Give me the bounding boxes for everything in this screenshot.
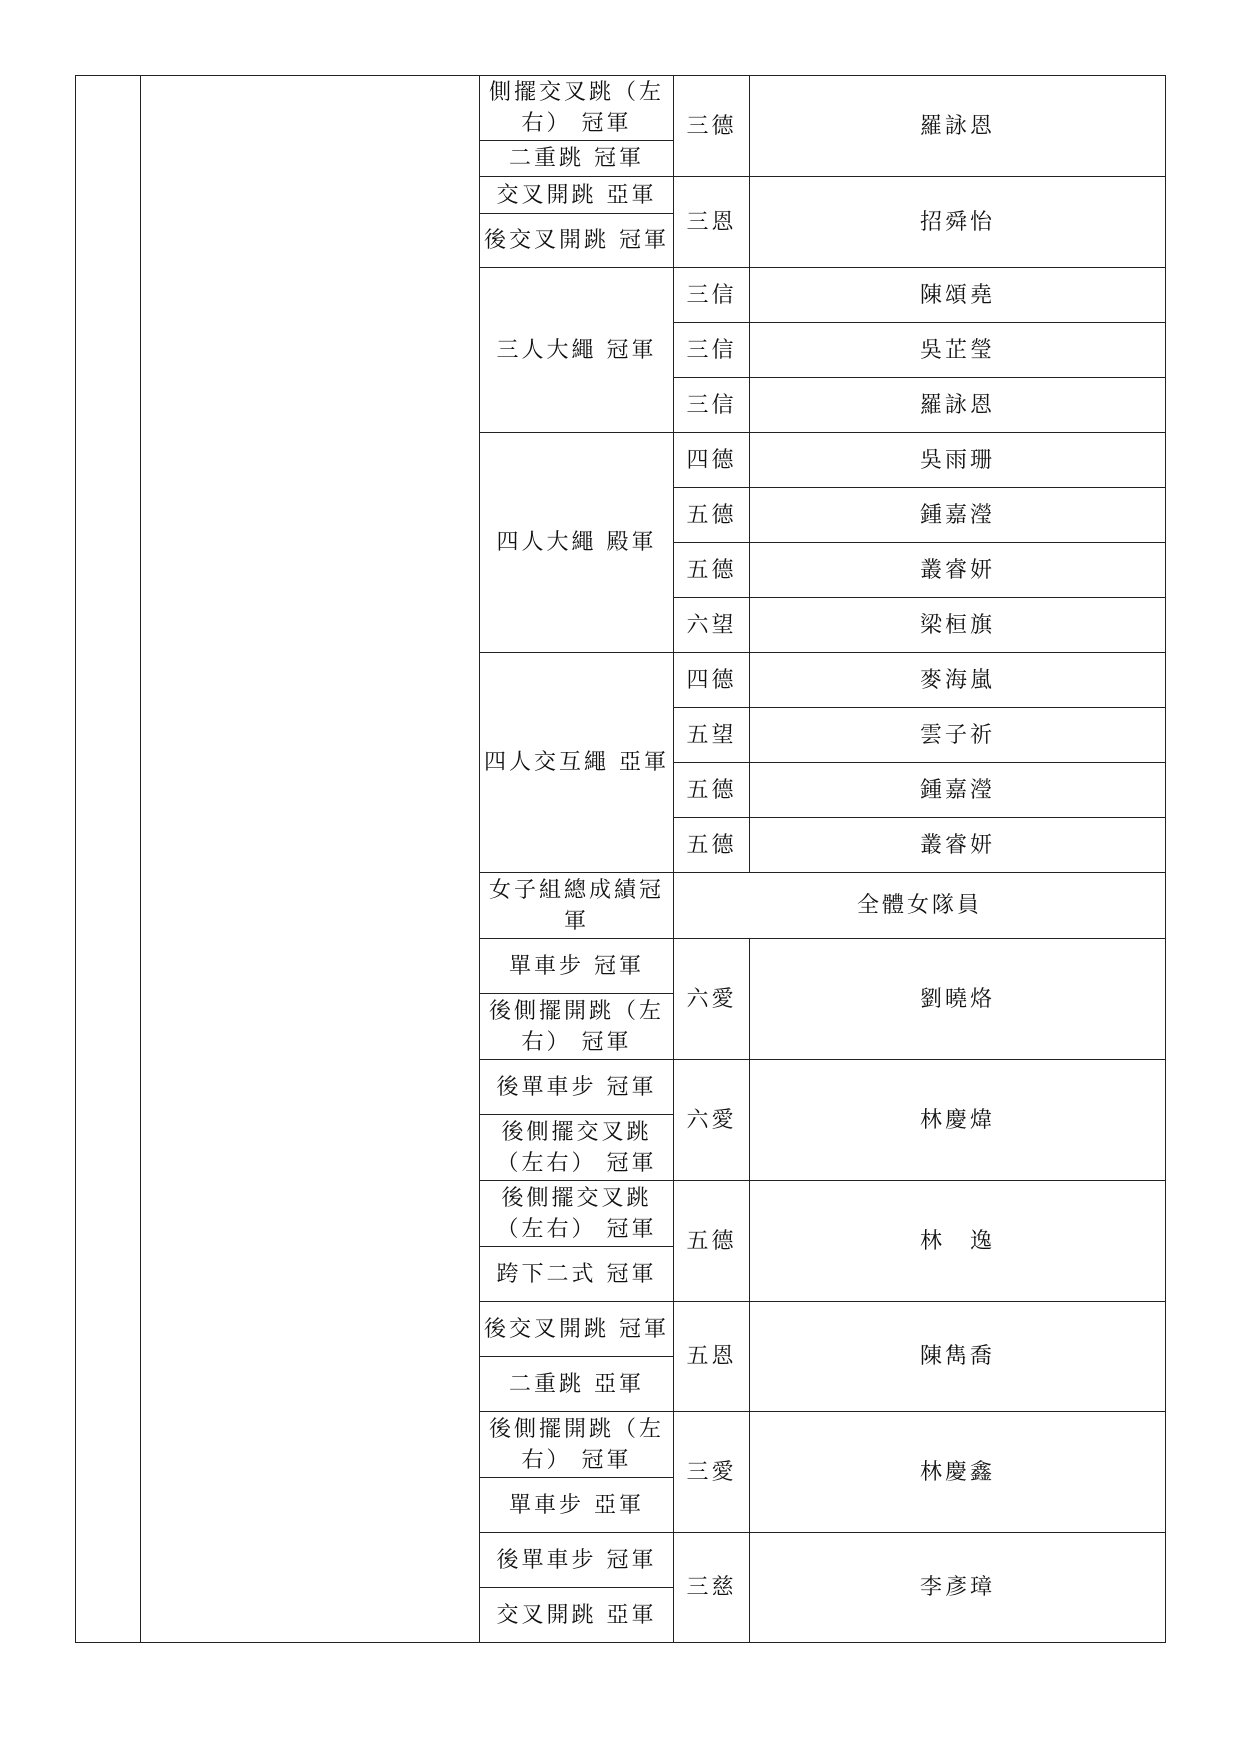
student-name-cell: 吳芷瑩	[750, 323, 1166, 378]
event-cell: 三人大繩 冠軍	[480, 268, 674, 433]
class-cell: 五德	[674, 543, 750, 598]
event-cell: 後側擺交叉跳（左右） 冠軍	[480, 1115, 674, 1181]
class-cell: 三慈	[674, 1533, 750, 1643]
event-cell: 後側擺交叉跳（左右） 冠軍	[480, 1181, 674, 1247]
class-cell: 五德	[674, 763, 750, 818]
student-name-cell: 叢睿妍	[750, 818, 1166, 873]
class-cell: 六愛	[674, 939, 750, 1060]
blank-col-2	[141, 76, 480, 1643]
student-name-cell: 陳頌堯	[750, 268, 1166, 323]
event-cell: 四人大繩 殿軍	[480, 433, 674, 653]
class-cell: 三恩	[674, 177, 750, 268]
event-cell: 後側擺開跳（左右） 冠軍	[480, 994, 674, 1060]
student-name-cell: 雲子祈	[750, 708, 1166, 763]
student-name-cell: 羅詠恩	[750, 378, 1166, 433]
student-name-cell: 林慶鑫	[750, 1412, 1166, 1533]
event-cell: 後交叉開跳 冠軍	[480, 214, 674, 268]
event-cell: 單車步 冠軍	[480, 939, 674, 994]
student-name-cell: 鍾嘉瀅	[750, 763, 1166, 818]
class-cell: 六愛	[674, 1060, 750, 1181]
event-cell: 後單車步 冠軍	[480, 1060, 674, 1115]
merged-name-cell: 全體女隊員	[674, 873, 1166, 939]
student-name-cell: 羅詠恩	[750, 76, 1166, 177]
student-name-cell: 陳雋喬	[750, 1302, 1166, 1412]
event-cell: 四人交互繩 亞軍	[480, 653, 674, 873]
class-cell: 四德	[674, 433, 750, 488]
table-row	[76, 76, 1166, 141]
student-name-cell: 李彥璋	[750, 1533, 1166, 1643]
event-cell: 側擺交叉跳（左右） 冠軍	[480, 76, 674, 141]
class-cell: 六望	[674, 598, 750, 653]
student-name-cell: 鍾嘉瀅	[750, 488, 1166, 543]
event-cell: 後側擺開跳（左右） 冠軍	[480, 1412, 674, 1478]
blank-col-1	[76, 76, 141, 1643]
student-name-cell: 梁桓旗	[750, 598, 1166, 653]
event-cell: 二重跳 亞軍	[480, 1357, 674, 1412]
class-cell: 三信	[674, 268, 750, 323]
student-name-cell: 劉曉烙	[750, 939, 1166, 1060]
event-cell: 單車步 亞軍	[480, 1478, 674, 1533]
class-cell: 五德	[674, 488, 750, 543]
event-cell: 後單車步 冠軍	[480, 1533, 674, 1588]
class-cell: 五望	[674, 708, 750, 763]
class-cell: 五恩	[674, 1302, 750, 1412]
class-cell: 三愛	[674, 1412, 750, 1533]
event-cell: 後交叉開跳 冠軍	[480, 1302, 674, 1357]
event-cell: 二重跳 冠軍	[480, 141, 674, 177]
class-cell: 三德	[674, 76, 750, 177]
event-cell: 跨下二式 冠軍	[480, 1247, 674, 1302]
class-cell: 五德	[674, 818, 750, 873]
awards-table-body	[76, 76, 1166, 1643]
student-name-cell: 吳雨珊	[750, 433, 1166, 488]
class-cell: 四德	[674, 653, 750, 708]
awards-table	[75, 75, 1166, 1643]
class-cell: 三信	[674, 323, 750, 378]
student-name-cell: 林 逸	[750, 1181, 1166, 1302]
student-name-cell: 招舜怡	[750, 177, 1166, 268]
event-cell: 女子組總成績冠軍	[480, 873, 674, 939]
class-cell: 五德	[674, 1181, 750, 1302]
class-cell: 三信	[674, 378, 750, 433]
event-cell: 交叉開跳 亞軍	[480, 1588, 674, 1643]
student-name-cell: 叢睿妍	[750, 543, 1166, 598]
event-cell: 交叉開跳 亞軍	[480, 177, 674, 214]
student-name-cell: 林慶煒	[750, 1060, 1166, 1181]
student-name-cell: 麥海嵐	[750, 653, 1166, 708]
